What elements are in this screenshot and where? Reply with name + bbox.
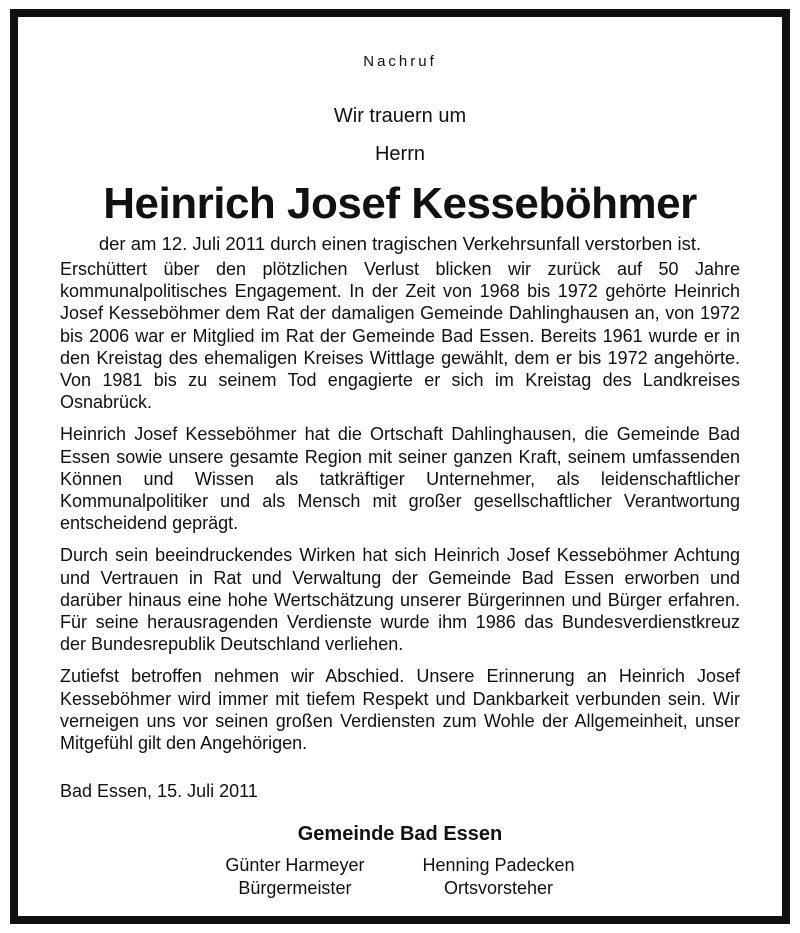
signatory-name: Günter Harmeyer bbox=[225, 855, 365, 875]
obituary-notice bbox=[10, 9, 790, 924]
obituary-body bbox=[60, 258, 740, 764]
signatories bbox=[60, 854, 740, 900]
salutation: Herrn bbox=[374, 143, 425, 165]
paragraph: Heinrich Josef Kesseböhmer hat die Ortschaft Dahlinghausen, die Gemeinde Bad Essen sowie unsere gesamte Region mit seiner ganzen Kraft, seinem umfassenden Können und Wissen als tatkräftiger Unternehmer, als leidenschaftlicher Kommunalpolitiker und als Mensch mit großer gesellschaftlicher Verantwortung entscheidend geprägt. bbox=[60, 424, 740, 534]
signatory-title: Ortsvorsteher bbox=[444, 878, 554, 898]
place-date: Bad Essen, 15. Juli 2011 bbox=[60, 781, 258, 801]
signatory bbox=[422, 854, 574, 900]
paragraph: Erschüttert über den plötzlichen Verlust blicken wir zurück auf 50 Jahre kommunalpolitisches Engagement. In der Zeit von 1968 bis 1972 gehörte Heinrich Josef Kesseböhmer dem Rat der damaligen Gemeinde Dahlinghausen an, von 1972 bis 2006 war er Mitglied im Rat der Gemeinde Bad Essen. Bereits 1961 wurde er in den Kreistag des ehemaligen Kreises Wittlage gewählt, dem er bis 1972 angehörte. Von 1981 bis zu seinem Tod engagierte er sich im Kreistag des Landkreises Osnabrück. bbox=[60, 259, 740, 413]
signatory-title: Bürgermeister bbox=[238, 878, 352, 898]
paragraph: Durch sein beeindruckendes Wirken hat sich Heinrich Josef Kesseböhmer Achtung und Vertrauen in Rat und Verwaltung der Gemeinde Bad Essen erworben und darüber hinaus eine hohe Wertschätzung unserer Bürgerinnen und Bürger erfahren. Für seine herausragenden Verdienste wurde ihm 1986 das Bundesverdienstkreuz der Bundesrepublik Deutschland verliehen. bbox=[60, 545, 740, 655]
death-line: der am 12. Juli 2011 durch einen tragischen Verkehrsunfall verstorben ist. bbox=[98, 233, 702, 254]
signatory bbox=[225, 854, 364, 900]
signatory-name: Henning Padecken bbox=[422, 855, 575, 875]
paragraph: Zutiefst betroffen nehmen wir Abschied. Unsere Erinnerung an Heinrich Josef Kesseböhmer wird immer mit tiefem Respekt und Dankbarkeit verbunden sein. Wir verneigen uns vor seinen großen Verdiensten zum Wohle der Allgemeinheit, unser Mitgefühl gilt den Angehörigen. bbox=[60, 666, 740, 754]
mourn-line: Wir trauern um bbox=[333, 105, 467, 127]
deceased-name: Heinrich Josef Kesseböhmer bbox=[103, 179, 697, 228]
notice-heading: Nachruf bbox=[363, 53, 437, 70]
organization-name: Gemeinde Bad Essen bbox=[297, 823, 503, 845]
obituary-content bbox=[60, 17, 740, 916]
